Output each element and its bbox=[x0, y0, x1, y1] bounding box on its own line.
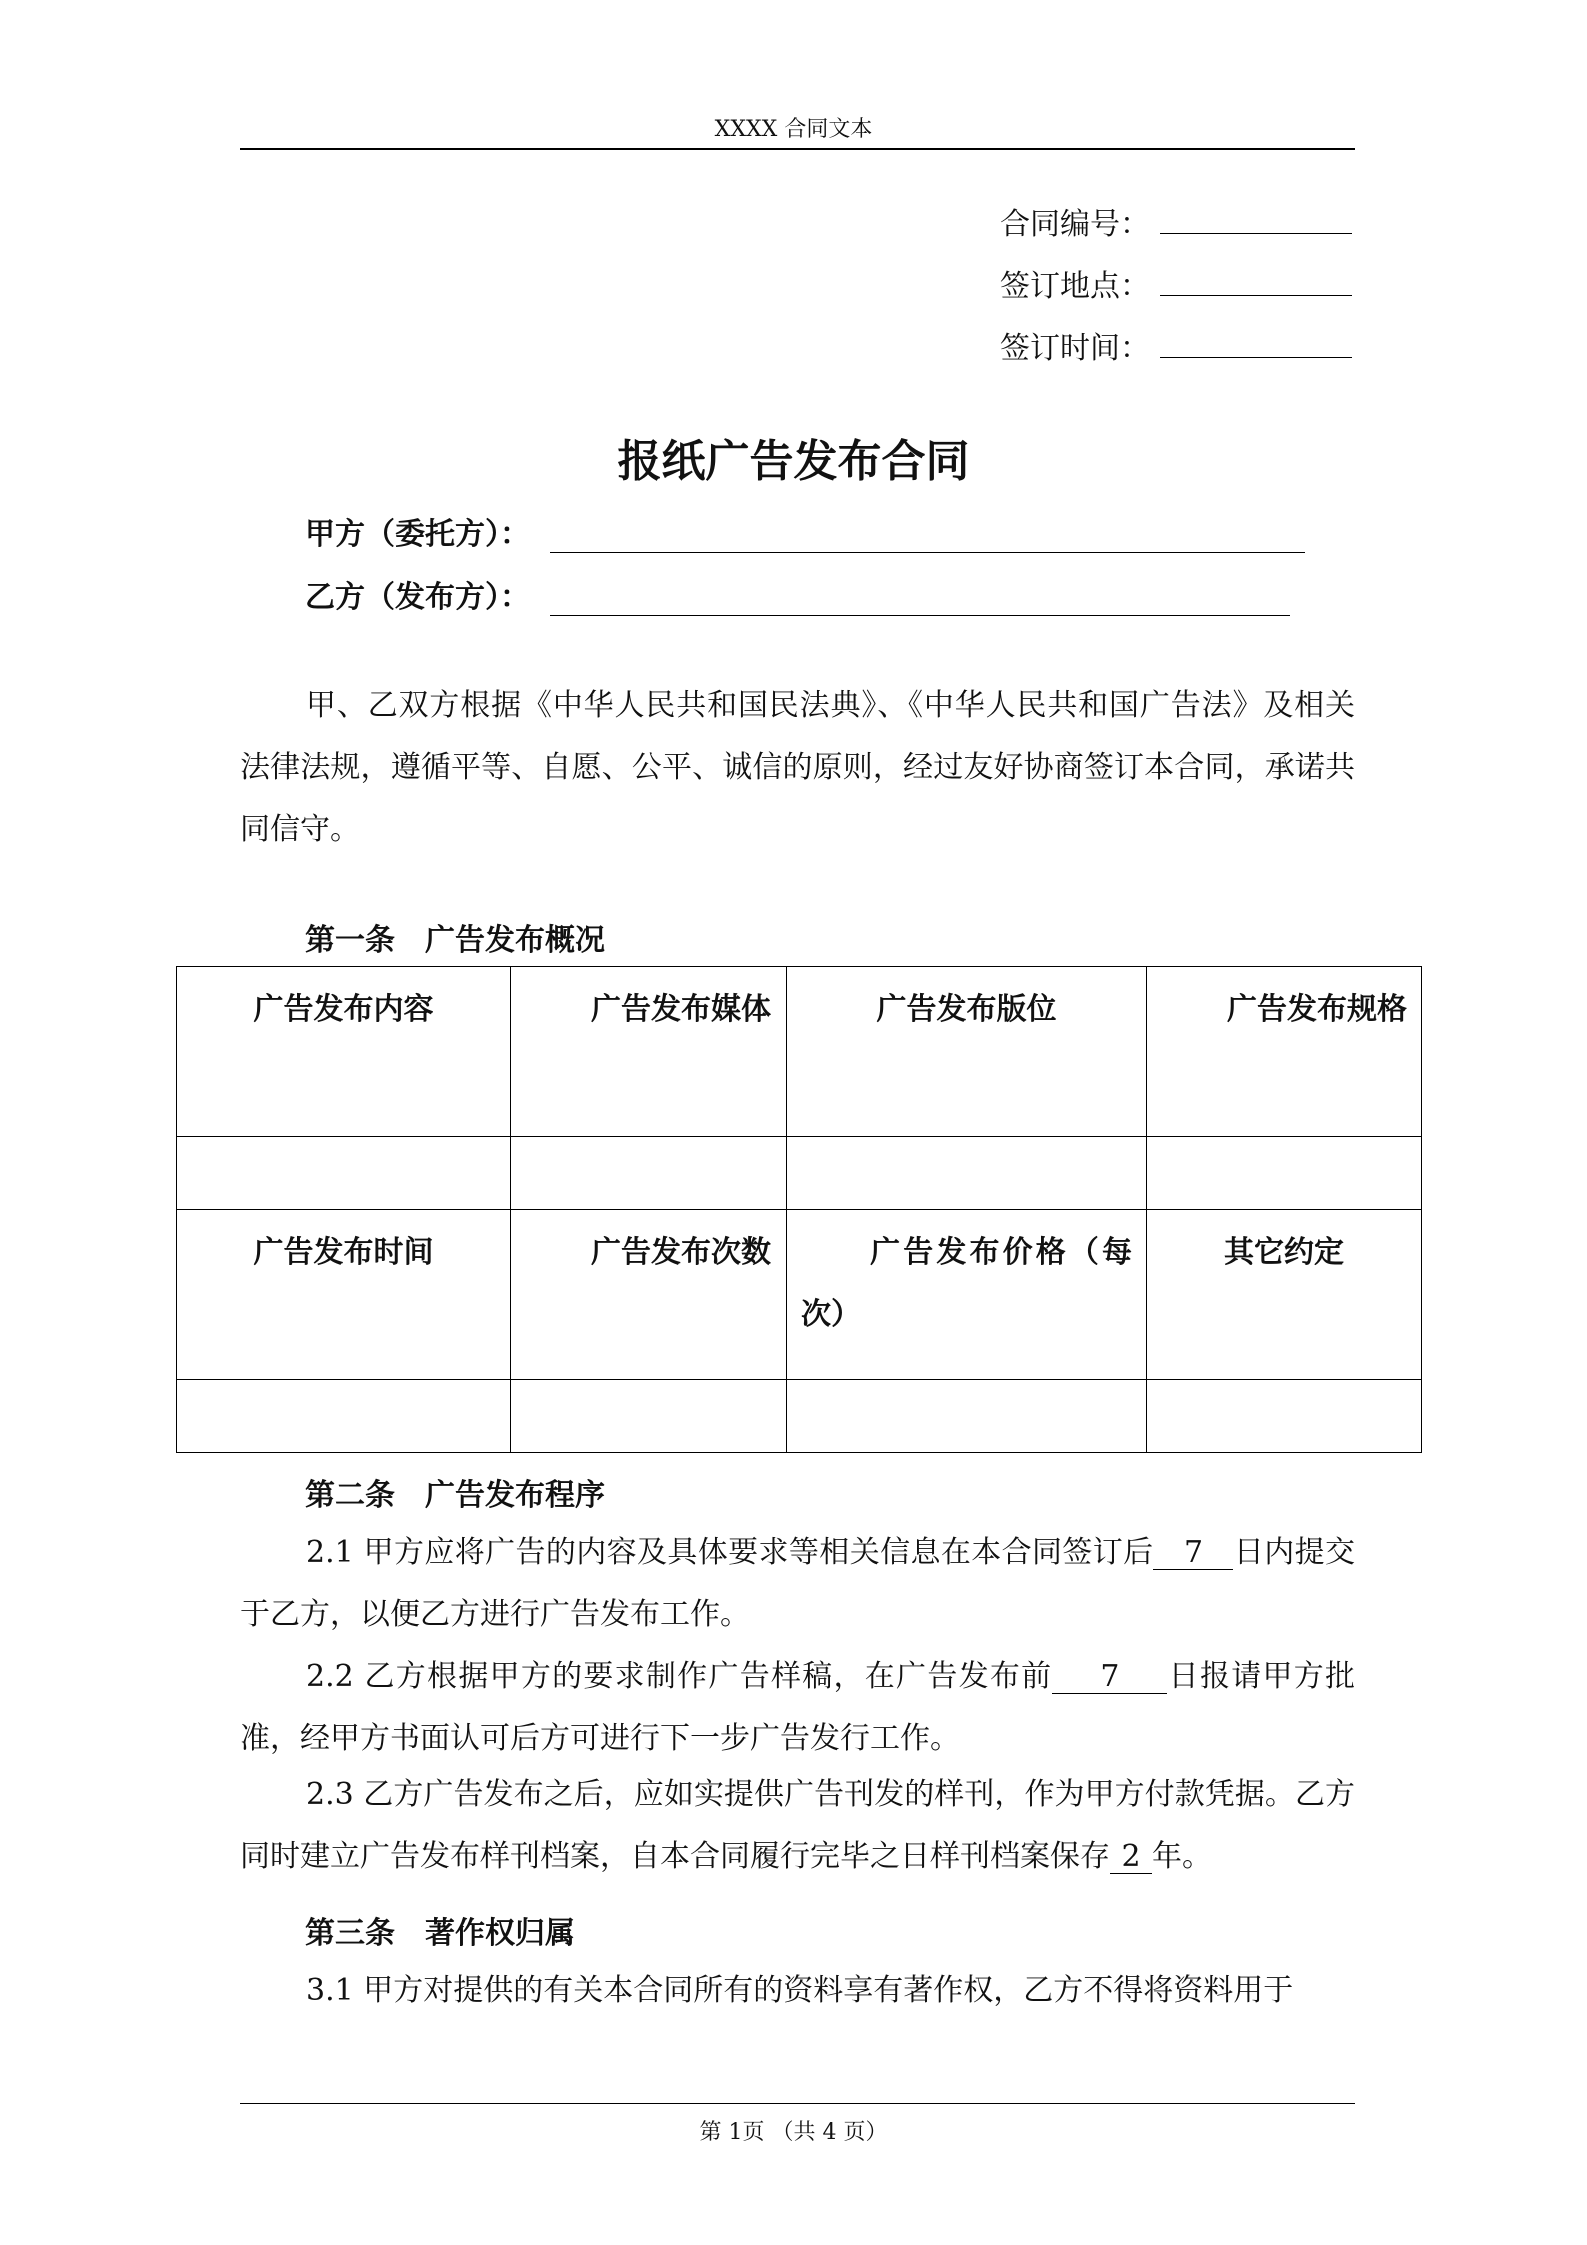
party-a-label: 甲方（委托方）： bbox=[305, 517, 530, 552]
intro-paragraph bbox=[240, 675, 1355, 861]
header-cell-spec: 广告发布规格 bbox=[1147, 967, 1422, 1137]
signing-place-row bbox=[1000, 267, 1352, 307]
contract-number-blank[interactable] bbox=[1160, 209, 1352, 234]
table-header-row-1 bbox=[177, 967, 1422, 1137]
clause-2-2 bbox=[240, 1646, 1355, 1770]
clause-3-1 bbox=[240, 1960, 1355, 2022]
header-cell-position: 广告发布版位 bbox=[787, 967, 1147, 1137]
article-2-heading: 第二条 广告发布程序 bbox=[305, 1478, 605, 1513]
value-cell-price[interactable] bbox=[787, 1380, 1147, 1453]
value-cell-spec[interactable] bbox=[1147, 1137, 1422, 1210]
value-cell-count[interactable] bbox=[511, 1380, 787, 1453]
header-cell-media: 广告发布媒体 bbox=[511, 967, 787, 1137]
clause-3-1-text: 3.1 甲方对提供的有关本合同所有的资料享有著作权，乙方不得将资料用于 bbox=[306, 1973, 1294, 2008]
value-cell-position[interactable] bbox=[787, 1137, 1147, 1210]
contract-number-label: 合同编号： bbox=[1000, 207, 1150, 242]
clause-2-1-text-b: 日内提交于乙方，以便乙方进行广告发布工作。 bbox=[240, 1535, 1356, 1632]
clause-2-2-text-b: 日报请甲方批准，经甲方书面认可后方可进行下一步广告发行工作。 bbox=[240, 1659, 1356, 1756]
signing-place-blank[interactable] bbox=[1160, 271, 1352, 296]
value-cell-content[interactable] bbox=[177, 1137, 511, 1210]
table-row-2-values bbox=[177, 1380, 1422, 1453]
clause-2-3-years[interactable]: 2 bbox=[1110, 1840, 1152, 1874]
article-3-heading: 第三条 著作权归属 bbox=[305, 1916, 575, 1951]
contract-number-row bbox=[1000, 205, 1352, 245]
header-cell-time: 广告发布时间 bbox=[177, 1210, 511, 1380]
clause-2-1 bbox=[240, 1522, 1355, 1646]
signing-place-label: 签订地点： bbox=[1000, 269, 1150, 304]
header-rule bbox=[240, 148, 1355, 150]
header-cell-count: 广告发布次数 bbox=[511, 1210, 787, 1380]
header-cell-price: 广告发布价格（每次） bbox=[787, 1210, 1147, 1380]
value-cell-time[interactable] bbox=[177, 1380, 511, 1453]
ad-overview-table bbox=[176, 966, 1422, 1453]
party-a-row bbox=[305, 515, 530, 555]
value-cell-media[interactable] bbox=[511, 1137, 787, 1210]
party-a-blank[interactable] bbox=[550, 552, 1305, 553]
clause-2-3-text-b: 年。 bbox=[1152, 1839, 1212, 1874]
table-row-1-values bbox=[177, 1137, 1422, 1210]
page-footer: 第 1页 （共 4 页） bbox=[699, 2120, 888, 2145]
article-1-heading: 第一条 广告发布概况 bbox=[305, 923, 605, 958]
signing-time-blank[interactable] bbox=[1160, 333, 1352, 358]
table-header-row-2 bbox=[177, 1210, 1422, 1380]
intro-text: 甲、乙双方根据《中华人民共和国民法典》、《中华人民共和国广告法》及相关法律法规，遵循平等、自愿、公平、诚信的原则，经过友好协商签订本合同，承诺共同信守。 bbox=[240, 688, 1355, 847]
signing-time-label: 签订时间： bbox=[1000, 331, 1150, 366]
party-b-label: 乙方（发布方）： bbox=[305, 580, 530, 615]
party-b-row bbox=[305, 578, 530, 618]
party-b-blank[interactable] bbox=[550, 615, 1290, 616]
document-title: 报纸广告发布合同 bbox=[617, 436, 970, 487]
clause-2-2-days[interactable]: 7 bbox=[1052, 1660, 1167, 1694]
clause-2-1-text-a: 2.1 甲方应将广告的内容及具体要求等相关信息在本合同签订后 bbox=[306, 1535, 1154, 1570]
header-cell-content: 广告发布内容 bbox=[177, 967, 511, 1137]
signing-time-row bbox=[1000, 329, 1352, 369]
clause-2-3 bbox=[240, 1764, 1355, 1888]
header-cell-other: 其它约定 bbox=[1147, 1210, 1422, 1380]
value-cell-other[interactable] bbox=[1147, 1380, 1422, 1453]
footer-rule bbox=[240, 2103, 1355, 2104]
clause-2-2-text-a: 2.2 乙方根据甲方的要求制作广告样稿，在广告发布前 bbox=[306, 1659, 1053, 1694]
page-header: XXXX 合同文本 bbox=[714, 117, 873, 142]
clause-2-3-text-a: 2.3 乙方广告发布之后，应如实提供广告刊发的样刊，作为甲方付款凭据。乙方同时建立广告发布样刊档案，自本合同履行完毕之日样刊档案保存 bbox=[240, 1777, 1355, 1874]
clause-2-1-days[interactable]: 7 bbox=[1153, 1536, 1233, 1570]
